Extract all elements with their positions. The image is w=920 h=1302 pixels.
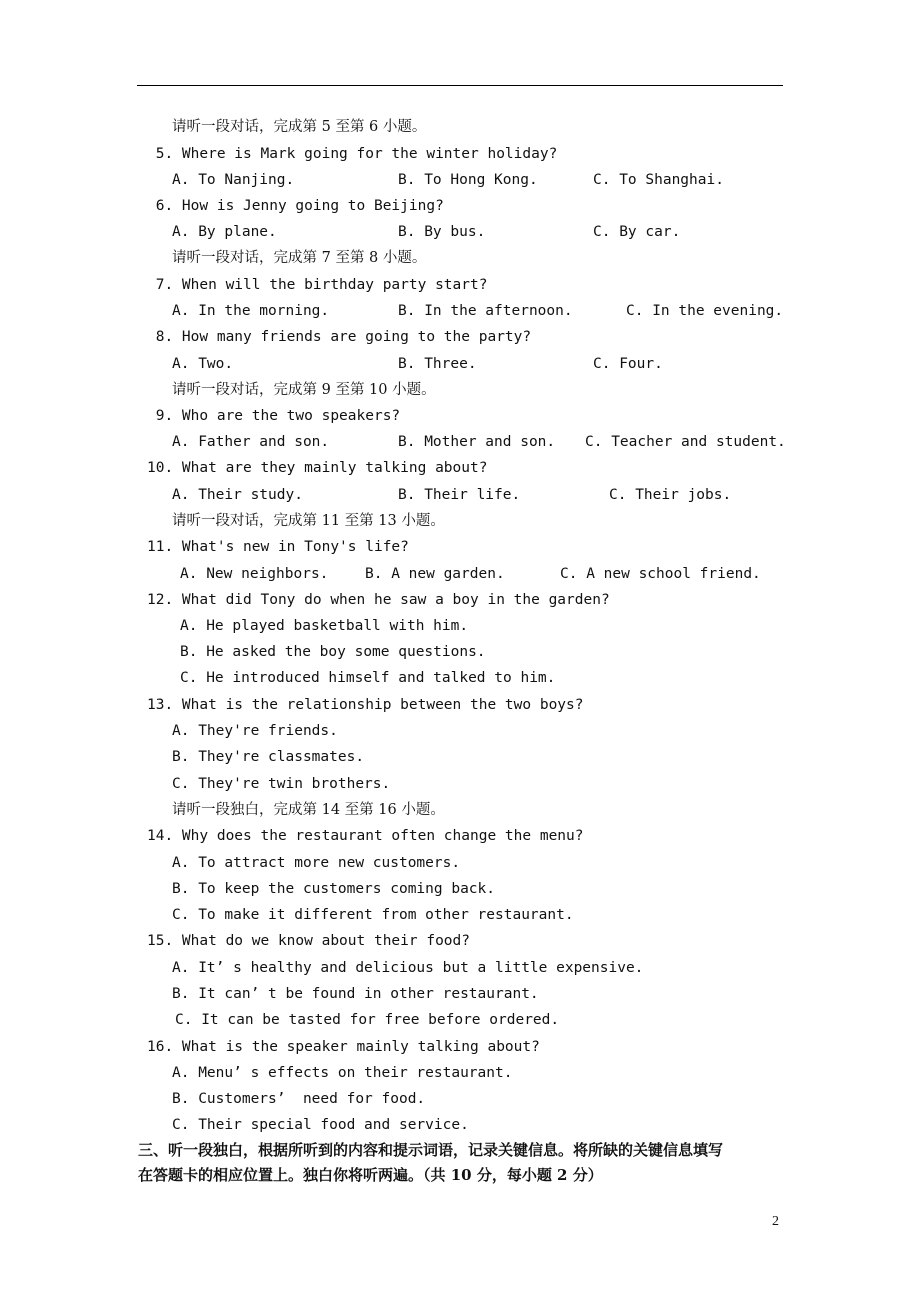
question-stem: 12. What did Tony do when he saw a boy in the garden? — [147, 592, 610, 608]
option-a: A. It’ s healthy and delicious but a little expensive. — [172, 960, 644, 976]
option-b: B. By bus. — [398, 224, 486, 240]
option-a: A. Their study. — [172, 487, 303, 503]
option-a: A. To attract more new customers. — [172, 855, 461, 871]
section-instruction: 请听一段对话，完成第 5 至第 6 小题。 — [172, 119, 427, 135]
option-a: A. Father and son. — [172, 434, 330, 450]
part-three-heading-line2: 在答题卡的相应位置上。独白你将听两遍。（共 10 分，每小题 2 分） — [138, 1166, 603, 1184]
page-number: 2 — [772, 1214, 779, 1229]
question-stem: 11. What's new in Tony's life? — [147, 539, 409, 555]
option-b: B. He asked the boy some questions. — [180, 644, 486, 660]
option-c: C. A new school friend. — [560, 566, 761, 582]
option-c: C. By car. — [593, 224, 681, 240]
option-a: A. Two. — [172, 356, 234, 372]
question-stem: 9. Who are the two speakers? — [147, 408, 401, 424]
option-b: B. To Hong Kong. — [398, 172, 538, 188]
option-a: A. They're friends. — [172, 723, 338, 739]
option-a: A. To Nanjing. — [172, 172, 295, 188]
question-stem: 8. How many friends are going to the party? — [147, 329, 532, 345]
option-b: B. Their life. — [398, 487, 521, 503]
option-b: B. Customers’ need for food. — [172, 1091, 426, 1107]
option-c: C. It can be tasted for free before ordered. — [175, 1012, 560, 1028]
option-b: B. In the afternoon. — [398, 303, 573, 319]
option-a: A. Menu’ s effects on their restaurant. — [172, 1065, 513, 1081]
section-instruction: 请听一段独白，完成第 14 至第 16 小题。 — [172, 802, 445, 818]
option-c: C. Their special food and service. — [172, 1117, 469, 1133]
question-stem: 14. Why does the restaurant often change the menu? — [147, 828, 584, 844]
option-a: A. New neighbors. — [180, 566, 329, 582]
section-instruction: 请听一段对话，完成第 9 至第 10 小题。 — [172, 382, 436, 398]
option-c: C. In the evening. — [626, 303, 784, 319]
option-b: B. To keep the customers coming back. — [172, 881, 496, 897]
option-b: B. Mother and son. — [398, 434, 556, 450]
option-c: C. To make it different from other restaurant. — [172, 907, 574, 923]
header-rule — [137, 85, 783, 86]
option-b: B. They're classmates. — [172, 749, 365, 765]
option-b: B. A new garden. — [365, 566, 505, 582]
part-three-heading-line1: 三、听一段独白，根据所听到的内容和提示词语，记录关键信息。将所缺的关键信息填写 — [138, 1141, 724, 1159]
option-c: C. Their jobs. — [609, 487, 732, 503]
option-b: B. Three. — [398, 356, 477, 372]
option-c: C. Four. — [593, 356, 663, 372]
option-a: A. By plane. — [172, 224, 277, 240]
question-stem: 10. What are they mainly talking about? — [147, 460, 488, 476]
question-stem: 5. Where is Mark going for the winter holiday? — [147, 146, 558, 162]
option-c: C. He introduced himself and talked to him. — [180, 670, 556, 686]
question-stem: 7. When will the birthday party start? — [147, 277, 488, 293]
question-stem: 6. How is Jenny going to Beijing? — [147, 198, 444, 214]
section-instruction: 请听一段对话，完成第 11 至第 13 小题。 — [172, 513, 445, 529]
option-c: C. To Shanghai. — [593, 172, 724, 188]
question-stem: 13. What is the relationship between the two boys? — [147, 697, 584, 713]
option-c: C. Teacher and student. — [585, 434, 786, 450]
question-stem: 16. What is the speaker mainly talking about? — [147, 1039, 540, 1055]
option-b: B. It can’ t be found in other restaurant. — [172, 986, 539, 1002]
option-c: C. They're twin brothers. — [172, 776, 391, 792]
question-stem: 15. What do we know about their food? — [147, 933, 471, 949]
option-a: A. He played basketball with him. — [180, 618, 469, 634]
section-instruction: 请听一段对话，完成第 7 至第 8 小题。 — [172, 250, 427, 266]
option-a: A. In the morning. — [172, 303, 330, 319]
